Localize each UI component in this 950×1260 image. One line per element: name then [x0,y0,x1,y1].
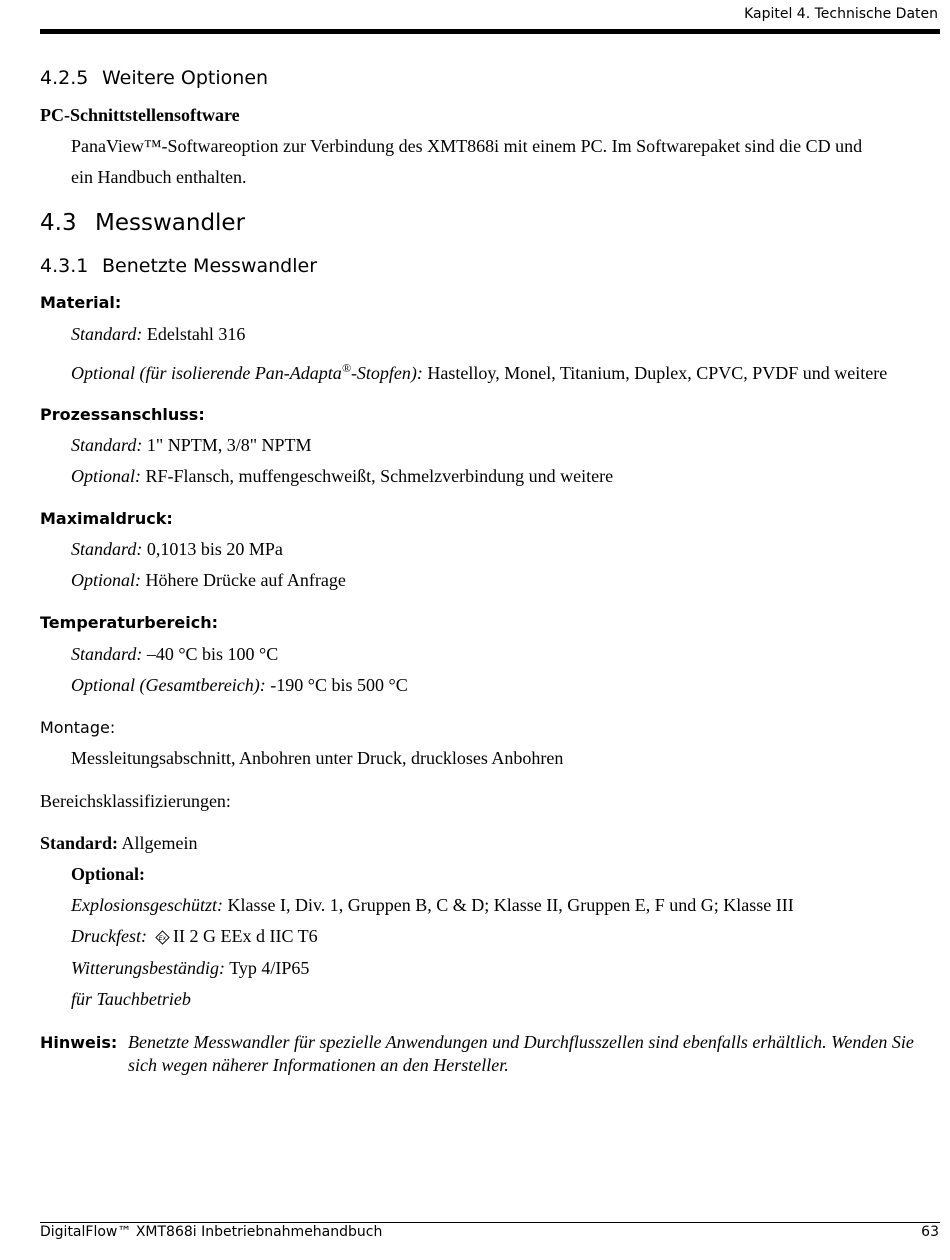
prozess-optional [71,466,613,487]
material-standard [71,324,245,345]
explosion-value: Klasse I, Div. 1, Gruppen B, C & D; Klasse II, Gruppen E, F und G; Klasse III [227,895,794,915]
note-text: Benetzte Messwandler für spezielle Anwendungen und Durchflusszellen sind ebenfalls erhältlich. Wenden Sie sich wegen näherer Informationen an den Hersteller. [128,1032,914,1075]
optional-value: RF-Flansch, muffengeschweißt, Schmelzverbindung und weitere [145,466,614,486]
section-title: Benetzte Messwandler [102,255,318,277]
optional-label: Optional: [71,466,141,486]
standard-value: Edelstahl 316 [146,324,246,344]
pc-software-text-line1: PanaView™-Softwareoption zur Verbindung des XMT868i mit einem PC. Im Softwarepaket sind die CD und [71,136,863,156]
bereich-standard [40,833,198,854]
standard-value: 0,1013 bis 20 MPa [146,539,283,559]
druck-label: Maximaldruck: [40,509,173,528]
standard-value: Allgemein [121,833,198,853]
section-heading-4-3 [40,210,245,236]
ex-icon [155,930,170,945]
prozess-label: Prozessanschluss: [40,405,205,424]
section-title: Weitere Optionen [102,67,269,89]
temp-standard [71,644,278,665]
pc-software-heading: PC-Schnittstellensoftware [40,105,240,125]
optional-label-part2: -Stopfen): [350,363,423,383]
section-heading-4-2-5 [40,67,268,89]
material-label: Material: [40,293,122,312]
standard-value: 1" NPTM, 3/8" NPTM [146,435,312,455]
druckfest-label: Druckfest: [71,926,147,946]
section-number: 4.3.1 [40,255,89,277]
prozess-standard [71,435,312,456]
header-rule [40,29,940,34]
optional-value: -190 °C bis 500 °C [270,675,408,695]
running-header: Kapitel 4. Technische Daten [744,6,938,22]
standard-value: –40 °C bis 100 °C [146,644,279,664]
temp-label: Temperaturbereich: [40,613,219,632]
registered-mark: ® [341,361,351,375]
optional-label: Optional (Gesamtbereich): [71,675,266,695]
note-label: Hinweis: [40,1033,118,1052]
optional-label-part1: Optional (für isolierende Pan-Adapta [71,363,342,383]
explosion-protected-row [71,895,794,916]
druckfest-value: II 2 G EEx d IIC T6 [172,926,318,946]
weatherproof-row [71,958,309,979]
witterung-value: Typ 4/IP65 [229,958,310,978]
bereich-label: Bereichsklassifizierungen: [40,791,231,811]
montage-value: Messleitungsabschnitt, Anbohren unter Druck, druckloses Anbohren [71,748,564,768]
section-number: 4.2.5 [40,67,89,89]
temp-optional [71,675,408,696]
standard-label: Standard: [71,324,143,344]
standard-label: Standard: [71,435,143,455]
druck-standard [71,539,283,560]
flameproof-row [71,926,318,947]
standard-label: Standard: [71,644,143,664]
section-number: 4.3 [40,210,77,236]
optional-value: Hastelloy, Monel, Titanium, Duplex, CPVC, PVDF und weitere [427,363,888,383]
section-heading-4-3-1 [40,255,317,277]
bereich-optional-heading: Optional: [71,864,146,884]
explosion-label: Explosionsgeschützt: [71,895,223,915]
witterung-label: Witterungsbeständig: [71,958,225,978]
svg-text:Ex: Ex [158,934,167,942]
standard-label: Standard: [40,833,119,853]
druck-optional [71,570,346,591]
material-optional [71,361,887,384]
section-title: Messwandler [95,210,246,236]
optional-value: Höhere Drücke auf Anfrage [145,570,346,590]
submersible-text: für Tauchbetrieb [71,989,191,1009]
footer-rule [40,1222,940,1223]
standard-label: Standard: [71,539,143,559]
page-number: 63 [921,1224,939,1240]
pc-software-text-line2: ein Handbuch enthalten. [71,167,247,187]
montage-label: Montage: [40,718,116,737]
optional-label: Optional: [71,570,141,590]
footer-manual-title: DigitalFlow™ XMT868i Inbetriebnahmehandbuch [40,1224,383,1240]
